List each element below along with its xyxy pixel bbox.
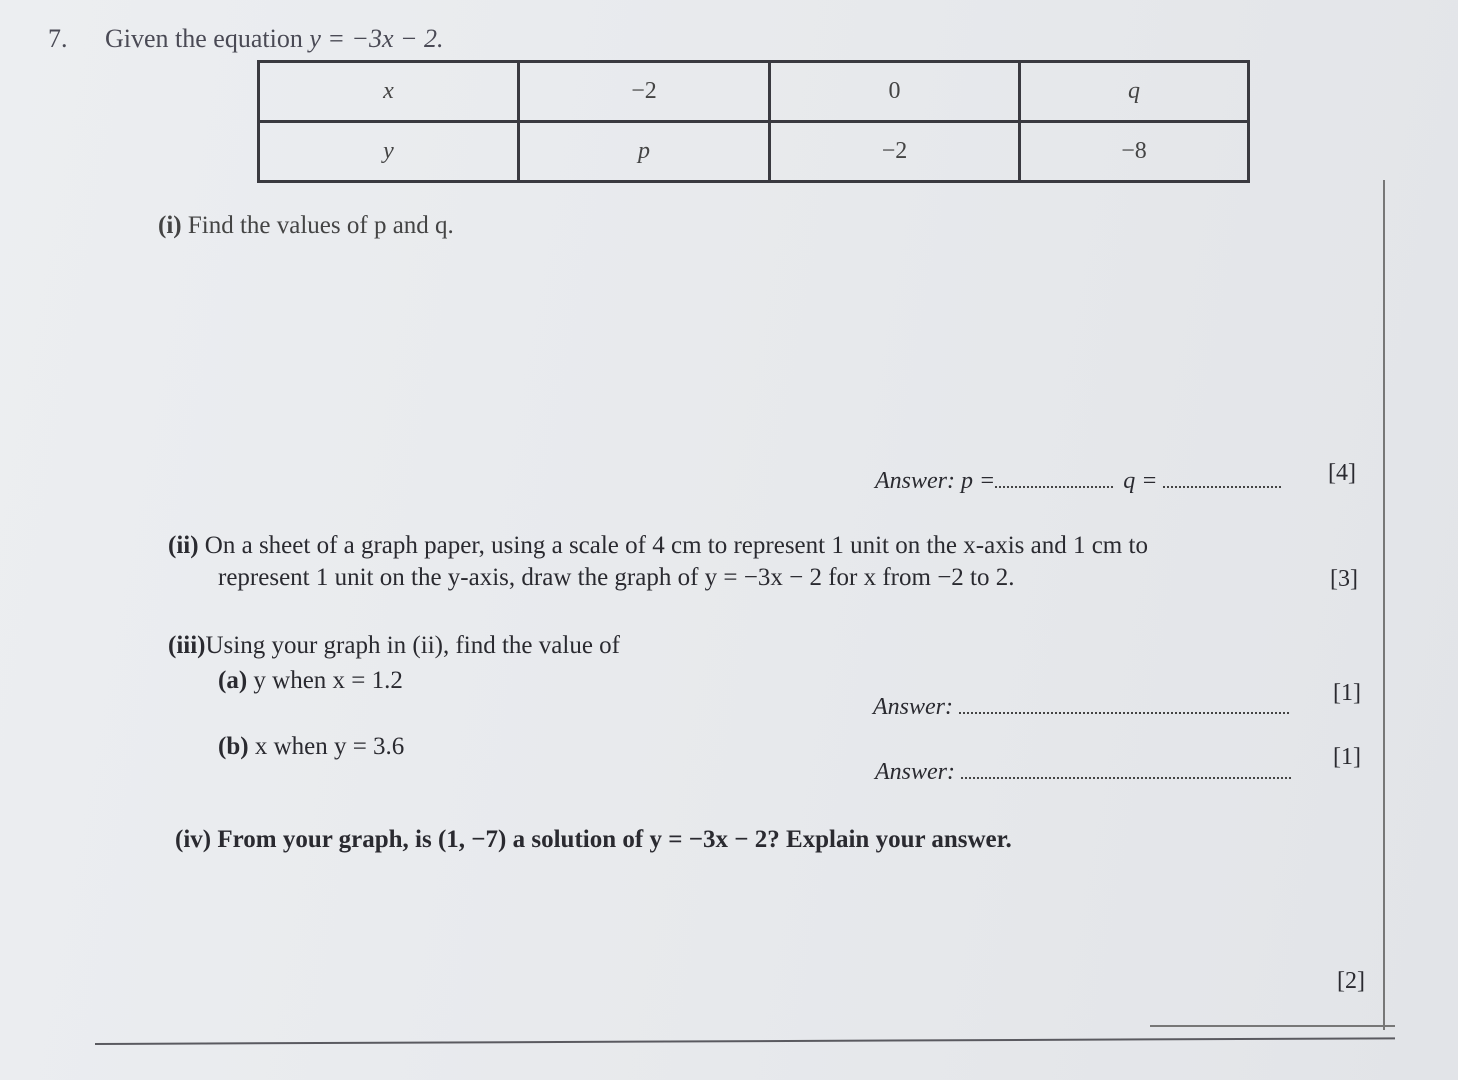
part-iii-b-prompt: (b) x when y = 3.6 [218,733,405,760]
part-iii-prompt: (iii)Using your graph in (ii), find the value of [168,632,620,659]
answer-blank-p[interactable] [995,468,1113,488]
values-table [257,60,1250,183]
table-cell: 0 [770,62,1020,122]
table-row [259,122,1249,182]
part-i-prompt: (i) Find the values of p and q. [158,212,454,239]
table-cell: −8 [1020,122,1249,182]
page-footer-rule [95,1037,1395,1045]
part-iii-a-answer-line: Answer: [873,694,1289,721]
answer-blank-iii-a[interactable] [959,694,1289,714]
part-ii-prompt-line-2: represent 1 unit on the y-axis, draw the graph of y = −3x − 2 for x from −2 to 2. [218,564,1015,591]
marks-part-iv: [2] [1337,968,1365,994]
answer-blank-iii-b[interactable] [961,759,1291,779]
part-i-answer-line: Answer: p = q = [875,468,1281,495]
question-number: 7. [48,24,68,53]
part-ii-prompt-line-1: (ii) On a sheet of a graph paper, using a scale of 4 cm to represent 1 unit on the x-axis and 1 cm to [168,532,1148,559]
marks-part-iii-b: [1] [1333,744,1361,770]
table-row [259,62,1249,122]
part-iii-b-answer-line: Answer: [875,759,1291,786]
answer-blank-q[interactable] [1163,468,1281,488]
table-cell: −2 [519,62,770,122]
answer-box-bottom-rule [1150,1025,1395,1027]
table-cell: p [519,122,770,182]
table-cell: q [1020,62,1249,122]
marks-part-iii-a: [1] [1333,680,1361,706]
table-cell: y [259,122,519,182]
marks-part-i: [4] [1328,460,1356,486]
right-margin-rule [1383,180,1385,1030]
table-cell: −2 [770,122,1020,182]
part-iii-a-prompt: (a) y when x = 1.2 [218,667,403,694]
given-equation: y = −3x − 2. [309,24,444,53]
question-intro: Given the equation y = −3x − 2. [105,24,444,53]
marks-part-ii: [3] [1330,566,1358,592]
part-iv-prompt: (iv) From your graph, is (1, −7) a solution of y = −3x − 2? Explain your answer. [175,826,1012,853]
table-cell: x [259,62,519,122]
